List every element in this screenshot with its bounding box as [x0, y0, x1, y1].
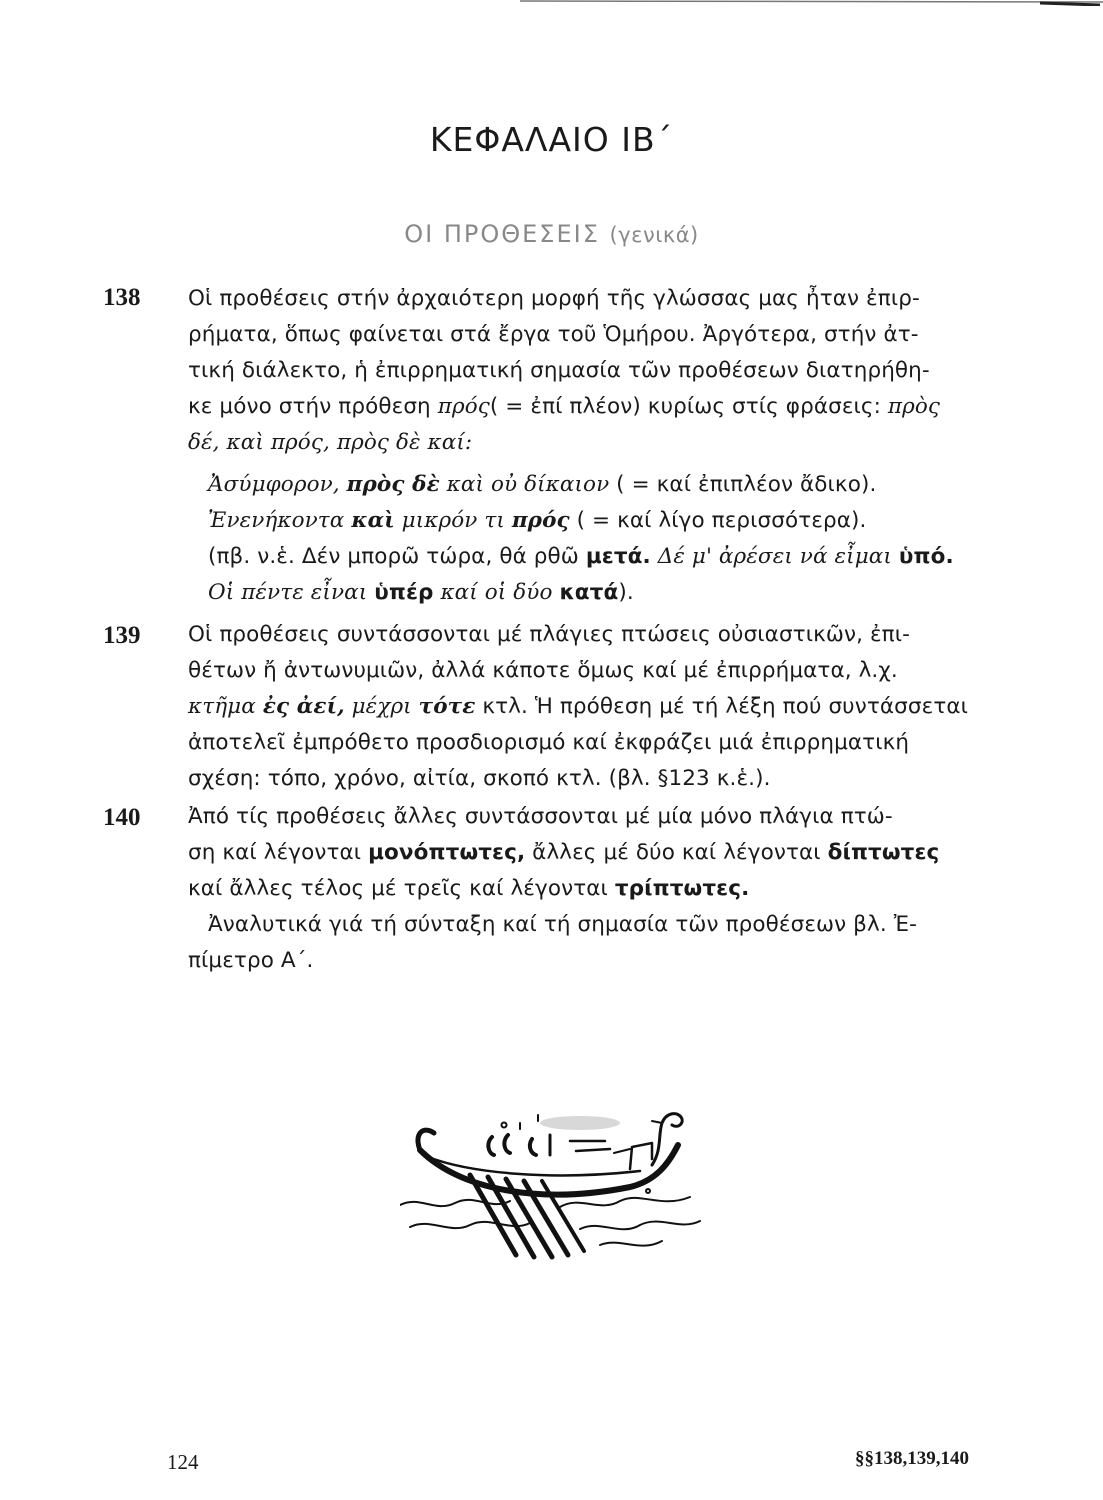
p138-line-5: δέ, καὶ πρός, πρὸς δὲ καί:	[188, 430, 473, 455]
p138-line-2: ρήματα, ὅπως φαίνεται στά ἔργα τοῦ Ὁμήρου. Ἀργότερα, στήν ἀτ-	[188, 322, 919, 347]
p138-line-1: Οἱ προθέσεις στήν ἀρχαιότερη μορφή τῆς γλώσσας μας ἦταν ἐπιρ-	[188, 286, 920, 311]
paragraph-number-140: 140	[103, 804, 141, 831]
section-title	[0, 220, 1103, 248]
p140-line-1: Ἀπό τίς προθέσεις ἄλλες συντάσσονται μέ μία μόνο πλάγια πτώ-	[188, 804, 893, 829]
p138-line-4: κε μόνο στήν πρόθεση πρός( = ἐπί πλέον) κυρίως στίς φράσεις: πρὸς	[188, 394, 941, 419]
chapter-title: ΚΕΦΑΛΑΙΟ ΙΒ΄	[429, 120, 674, 159]
paragraph-number-139: 139	[103, 622, 141, 649]
p140-line-5: πίμετρο Α΄.	[188, 948, 314, 973]
p139-line-5: σχέση: τόπο, χρόνο, αἰτία, σκοπό κτλ. (βλ. §123 κ.ἑ.).	[188, 766, 771, 791]
p140-line-3: καί ἄλλες τέλος μέ τρεῖς καί λέγονται τρίπτωτες.	[188, 876, 750, 901]
page-edge-line	[0, 0, 1103, 6]
section-subtitle: (γενικά)	[609, 223, 699, 247]
section-title-text: ΟΙ ΠΡΟΘΕΣΕΙΣ	[404, 220, 600, 248]
p139-line-1: Οἱ προθέσεις συντάσσονται μέ πλάγιες πτώσεις οὐσιαστικῶν, ἐπι-	[188, 622, 910, 647]
p139-line-3: κτῆμα ἐς ἀεί, μέχρι τότε κτλ. Ἡ πρόθεση μέ τή λέξη πού συντάσσεται	[188, 694, 969, 719]
page-number: 124	[167, 1450, 199, 1474]
p138-example-1: Ἀσύμφορον, πρὸς δὲ καὶ οὐ δίκαιον ( = καί ἐπιπλέον ἄδικο).	[208, 472, 877, 497]
p138-example-2: Ἐνενήκοντα καὶ μικρόν τι πρός ( = καί λίγο περισσότερα).	[208, 508, 867, 533]
section-reference: §§138,139,140	[855, 1448, 969, 1469]
p139-line-4: ἀποτελεῖ ἐμπρόθετο προσδιορισμό καί ἐκφράζει μιά ἐπιρρηματική	[188, 730, 910, 755]
p138-line-3: τική διάλεκτο, ἡ ἐπιρρηματική σημασία τῶν προθέσεων διατηρήθη-	[188, 358, 930, 383]
paragraph-number-138: 138	[103, 284, 141, 311]
p139-line-2: θέτων ἤ ἀντωνυμιῶν, ἀλλά κάποτε ὅμως καί μέ ἐπιρρήματα, λ.χ.	[188, 658, 898, 683]
p138-example-3: (πβ. ν.ἑ. Δέν μπορῶ τώρα, θά ρθῶ μετά. Δέ μ' ἀρέσει νά εἶμαι ὑπό.	[208, 544, 954, 569]
ancient-ship-illustration	[400, 1095, 720, 1270]
p140-line-4: Ἀναλυτικά γιά τή σύνταξη καί τή σημασία τῶν προθέσεων βλ. Ἐ-	[208, 912, 917, 937]
p138-example-4: Οἱ πέντε εἶναι ὑπέρ καί οἱ δύο κατά).	[208, 580, 634, 605]
p140-line-2: ση καί λέγονται μονόπτωτες, ἄλλες μέ δύο καί λέγονται δίπτωτες	[188, 840, 940, 865]
